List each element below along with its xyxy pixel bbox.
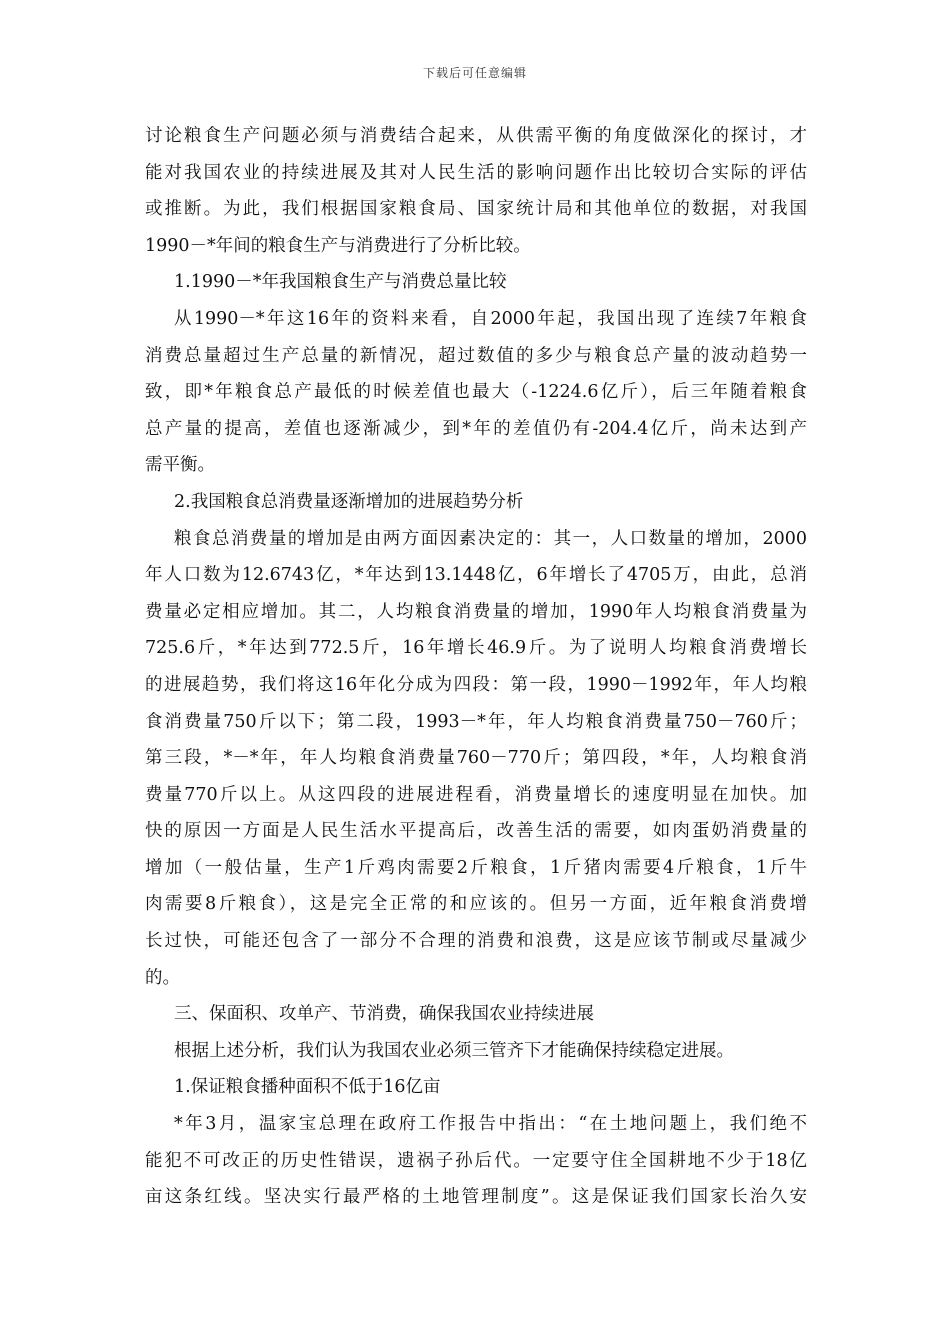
text-line: 三、保面积、攻单产、节消费，确保我国农业持续进展: [174, 1004, 594, 1025]
text-line: 致，即*年粮食总产最低的时候差值也最大（-1224.6亿斤），后三年随着粮食: [145, 382, 807, 403]
text-line: 1.保证粮食播种面积不低于16亿亩: [174, 1077, 441, 1098]
text-line: 费量必定相应增加。其二，人均粮食消费量的增加，1990年人均粮食消费量为: [145, 601, 807, 622]
text-line: 长过快，可能还包含了一部分不合理的消费和浪费，这是应该节制或尽量减少: [145, 931, 807, 952]
text-line: *年3月，温家宝总理在政府工作报告中指出：“在土地问题上，我们绝不: [174, 1114, 807, 1135]
text-line: 第三段，*－*年，年人均粮食消费量760－770斤；第四段，*年，人均粮食消: [145, 748, 807, 769]
text-line: 1.1990－*年我国粮食生产与消费总量比较: [174, 272, 507, 293]
text-line: 费量770斤以上。从这四段的进展进程看，消费量增长的速度明显在加快。加: [145, 784, 807, 805]
text-line: 725.6斤，*年达到772.5斤，16年增长46.9斤。为了说明人均粮食消费增长: [145, 638, 807, 659]
text-line: 消费总量超过生产总量的新情况，超过数值的多少与粮食总产量的波动趋势一: [145, 345, 807, 366]
text-line: 2.我国粮食总消费量逐渐增加的进展趋势分析: [174, 491, 524, 512]
text-line: 根据上述分析，我们认为我国农业必须三管齐下才能确保持续稳定进展。: [174, 1040, 734, 1061]
text-line: 肉需要8斤粮食），这是完全正常的和应该的。但另一方面，近年粮食消费增: [145, 894, 807, 915]
text-line: 或推断。为此，我们根据国家粮食局、国家统计局和其他单位的数据，对我国: [145, 199, 807, 220]
text-line: 增加（一般估量，生产1斤鸡肉需要2斤粮食，1斤猪肉需要4斤粮食，1斤牛: [145, 857, 807, 878]
text-line: 的。: [145, 967, 180, 988]
text-line: 年人口数为12.6743亿，*年达到13.1448亿，6年增长了4705万，由此，总消: [145, 565, 807, 586]
text-line: 食消费量750斤以下；第二段，1993－*年，年人均粮食消费量750－760斤；: [145, 711, 807, 732]
text-line: 1990－*年间的粮食生产与消费进行了分析比较。: [145, 235, 531, 256]
document-body: [145, 118, 807, 1216]
text-line: 总产量的提高，差值也逐渐减少，到*年的差值仍有-204.4亿斤，尚未达到产: [145, 418, 807, 439]
text-line: 需平衡。: [145, 455, 215, 476]
text-line: 讨论粮食生产问题必须与消费结合起来，从供需平衡的角度做深化的探讨，才: [145, 126, 807, 146]
text-line: 粮食总消费量的增加是由两方面因素决定的：其一，人口数量的增加，2000: [174, 528, 807, 549]
text-line: 亩这条红线。坚决实行最严格的土地管理制度”。这是保证我们国家长治久安: [145, 1187, 807, 1208]
text-line: 的进展趋势，我们将这16年化分成为四段：第一段，1990－1992年，年人均粮: [145, 674, 807, 695]
text-line: 从1990－*年这16年的资料来看，自2000年起，我国出现了连续7年粮食: [174, 308, 807, 329]
page-header: 下载后可任意编辑: [422, 66, 527, 80]
text-line: 快的原因一方面是人民生活水平提高后，改善生活的需要，如肉蛋奶消费量的: [145, 821, 807, 842]
text-line: 能犯不可改正的历史性错误，遗祸子孙后代。一定要守住全国耕地不少于18亿: [145, 1150, 807, 1171]
text-line: 能对我国农业的持续进展及其对人民生活的影响问题作出比较切合实际的评估: [145, 162, 807, 183]
